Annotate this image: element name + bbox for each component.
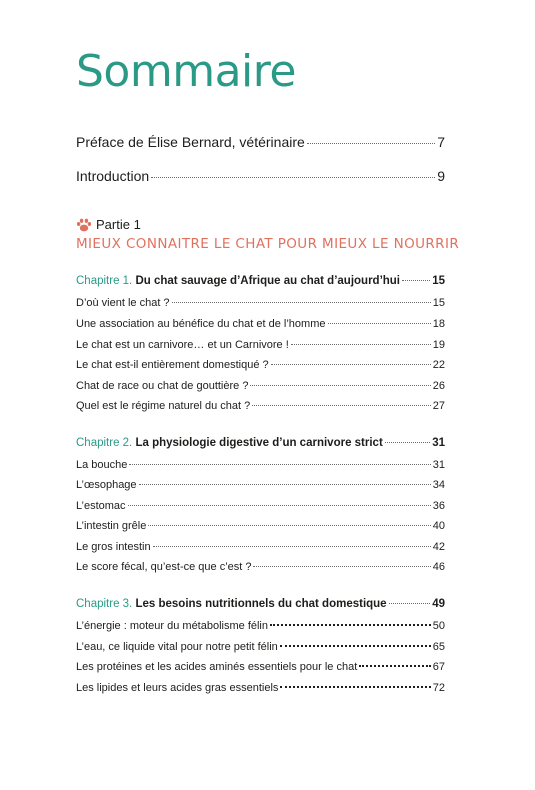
toc-entry-label: Les protéines et les acides aminés essentiels pour le chat (76, 661, 358, 673)
chapter-title: Du chat sauvage d’Afrique au chat d’aujourd’hui (135, 275, 401, 287)
toc-entry[interactable] (76, 500, 445, 512)
toc-page-number: 22 (432, 359, 445, 371)
toc-entry-label: Chat de race ou chat de gouttière ? (76, 380, 249, 392)
leader-dots (402, 280, 430, 281)
toc-entry[interactable] (76, 561, 445, 573)
toc-page-number: 42 (432, 541, 445, 553)
leader-dots (250, 385, 430, 386)
leader-dots (328, 323, 431, 324)
toc-page-number: 26 (432, 380, 445, 392)
toc-entry-label: D’où vient le chat ? (76, 297, 170, 309)
toc-entry[interactable] (76, 318, 445, 330)
leader-dots (148, 525, 430, 526)
toc-entry-label: L’estomac (76, 500, 126, 512)
toc-page-number: 31 (432, 437, 445, 449)
leader-dots (280, 645, 431, 647)
toc-entry-preface[interactable] (76, 134, 445, 150)
leader-dots (253, 566, 430, 567)
toc-page-number: 15 (432, 297, 445, 309)
toc-page-number: 40 (432, 520, 445, 532)
toc-entry-label: L’intestin grêle (76, 520, 147, 532)
toc-page-number: 19 (432, 339, 445, 351)
toc-page-number: 7 (437, 134, 445, 150)
leader-dots (271, 364, 431, 365)
toc-entry-label: La bouche (76, 459, 128, 471)
toc-page-number: 27 (432, 400, 445, 412)
chapter-number: Chapitre 1. (76, 275, 133, 287)
leader-dots (359, 665, 430, 667)
toc-entry[interactable] (76, 620, 445, 632)
toc-entry-introduction[interactable] (76, 168, 445, 184)
toc-entry[interactable] (76, 682, 445, 694)
chapter-2-heading[interactable] (76, 437, 445, 449)
chapter-3-heading[interactable] (76, 598, 445, 610)
leader-dots (139, 484, 431, 485)
toc-page-number: 67 (432, 661, 445, 673)
toc-entry[interactable] (76, 479, 445, 491)
toc-entry-label: Une association au bénéfice du chat et de l’homme (76, 318, 326, 330)
toc-entry-label: L’eau, ce liquide vital pour notre petit félin (76, 641, 278, 653)
leader-dots (280, 686, 430, 688)
part-label: Partie 1 (96, 217, 141, 232)
toc-entry[interactable] (76, 459, 445, 471)
toc-page-number: 15 (432, 275, 445, 287)
toc-entry[interactable] (76, 541, 445, 553)
toc-entry-label: Les lipides et leurs acides gras essentiels (76, 682, 279, 694)
toc-page-number: 36 (432, 500, 445, 512)
leader-dots (172, 302, 431, 303)
toc-entry-label: Préface de Élise Bernard, vétérinaire (76, 134, 305, 150)
toc-entry-label: Le score fécal, qu’est-ce que c’est ? (76, 561, 252, 573)
toc-entry-label: Le gros intestin (76, 541, 151, 553)
page-title: Sommaire (76, 46, 296, 97)
toc-page-number: 72 (432, 682, 445, 694)
toc-entry[interactable] (76, 380, 445, 392)
leader-dots (270, 624, 431, 626)
toc-entry[interactable] (76, 520, 445, 532)
toc-entry-label: Quel est le régime naturel du chat ? (76, 400, 251, 412)
leader-dots (129, 464, 430, 465)
toc-entry-label: L’œsophage (76, 479, 137, 491)
leader-dots (151, 177, 435, 178)
toc-entry[interactable] (76, 297, 445, 309)
toc-entry[interactable] (76, 661, 445, 673)
toc-page-number: 65 (432, 641, 445, 653)
toc-entry[interactable] (76, 339, 445, 351)
leader-dots (307, 143, 435, 144)
chapter-1-heading[interactable] (76, 275, 445, 287)
leader-dots (291, 344, 431, 345)
leader-dots (252, 405, 430, 406)
toc-page-number: 9 (437, 168, 445, 184)
paw-icon (76, 218, 92, 232)
toc-entry-label: Introduction (76, 168, 150, 184)
toc-page-number: 34 (432, 479, 445, 491)
chapter-title: La physiologie digestive d’un carnivore strict (135, 437, 383, 449)
toc-page-number: 46 (432, 561, 445, 573)
leader-dots (128, 505, 431, 506)
toc-page-number: 18 (432, 318, 445, 330)
toc-entry-label: Le chat est-il entièrement domestiqué ? (76, 359, 269, 371)
chapter-number: Chapitre 3. (76, 598, 133, 610)
toc-page-number: 50 (432, 620, 445, 632)
toc-entry[interactable] (76, 400, 445, 412)
toc-page-number: 49 (432, 598, 445, 610)
toc-entry-label: Le chat est un carnivore… et un Carnivore ! (76, 339, 289, 351)
toc-entry[interactable] (76, 359, 445, 371)
leader-dots (153, 546, 431, 547)
toc-entry-label: L’énergie : moteur du métabolisme félin (76, 620, 268, 632)
leader-dots (385, 442, 430, 443)
toc-page-number: 31 (432, 459, 445, 471)
toc-entry[interactable] (76, 641, 445, 653)
part-title: MIEUX CONNAITRE LE CHAT POUR MIEUX LE NOURRIR (76, 236, 460, 252)
chapter-number: Chapitre 2. (76, 437, 133, 449)
part-heading (76, 217, 141, 232)
chapter-title: Les besoins nutritionnels du chat domestique (135, 598, 387, 610)
leader-dots (389, 603, 431, 604)
